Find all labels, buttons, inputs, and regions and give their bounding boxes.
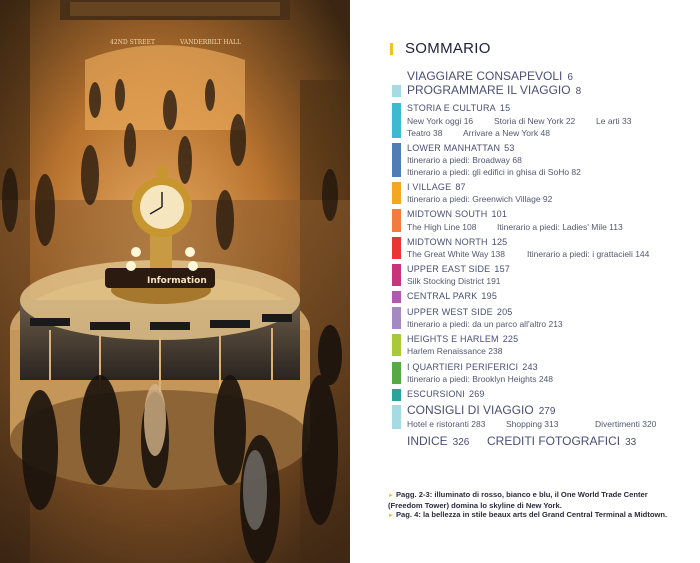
subsection-item: Teatro 38 bbox=[407, 128, 443, 138]
section-color-swatch bbox=[392, 334, 401, 356]
section-page-number: 326 bbox=[452, 437, 470, 448]
subsection-item: Arrivare a New York 48 bbox=[463, 128, 550, 138]
caption-2: ► Pag. 4: la bellezza in stile beaux arts del Grand Central Terminal a Midtown. bbox=[388, 510, 668, 519]
section-page-number: 6 bbox=[567, 72, 573, 83]
section-color-swatch bbox=[392, 362, 401, 384]
section-title-text: I QUARTIERI PERIFERICI bbox=[407, 362, 519, 372]
section-title bbox=[407, 389, 485, 399]
section-title-text: MIDTOWN NORTH bbox=[407, 237, 488, 247]
section-title bbox=[487, 434, 636, 448]
section-page-number: 15 bbox=[499, 103, 511, 113]
page-title: SOMMARIO bbox=[405, 40, 491, 57]
section-title bbox=[407, 237, 507, 247]
section-title-text: VIAGGIARE CONSAPEVOLI bbox=[407, 69, 563, 83]
subsection-item: The High Line 108 bbox=[407, 222, 477, 232]
subsection-item: Divertimenti 320 bbox=[595, 419, 657, 429]
section-title-text: CONSIGLI DI VIAGGIO bbox=[407, 403, 534, 417]
section-color-swatch bbox=[392, 103, 401, 138]
section-title-text: LOWER MANHATTAN bbox=[407, 143, 501, 153]
section-page-number: 279 bbox=[538, 406, 556, 417]
section-page-number: 269 bbox=[469, 389, 485, 399]
section-title-text: CREDITI FOTOGRAFICI bbox=[487, 434, 621, 448]
section-page-number: 125 bbox=[491, 237, 508, 247]
subsection-item: New York oggi 16 bbox=[407, 116, 474, 126]
section-color-swatch bbox=[392, 389, 401, 401]
station-sign-right: VANDERBILT HALL bbox=[180, 39, 241, 46]
section-page-number: 8 bbox=[575, 86, 582, 97]
section-title bbox=[407, 264, 510, 274]
section-page-number: 195 bbox=[481, 291, 498, 301]
section-title-text: INDICE bbox=[407, 434, 448, 448]
caption-arrow-icon: ► bbox=[388, 513, 394, 519]
section-color-swatch bbox=[392, 85, 401, 97]
toc-header bbox=[390, 40, 491, 57]
section-color-swatch bbox=[392, 405, 401, 429]
subsection-item: Hotel e ristoranti 283 bbox=[407, 419, 486, 429]
section-page-number: 225 bbox=[502, 334, 519, 344]
section-page-number: 33 bbox=[625, 437, 637, 448]
section-title bbox=[407, 209, 507, 219]
section-title bbox=[407, 103, 510, 113]
subsection-item: Itinerario a piedi: da un parco all'altro 213 bbox=[407, 319, 563, 329]
section-page-number: 205 bbox=[496, 307, 513, 317]
section-title bbox=[407, 307, 512, 317]
subsection-item: The Great White Way 138 bbox=[407, 249, 505, 259]
subsection-item: Itinerario a piedi: Broadway 68 bbox=[407, 155, 522, 165]
subsection-item: Silk Stocking District 191 bbox=[407, 276, 501, 286]
header-accent-bar bbox=[390, 43, 393, 55]
subsection-item: Le arti 33 bbox=[596, 116, 632, 126]
section-color-swatch bbox=[392, 237, 401, 259]
section-title-text: UPPER WEST SIDE bbox=[407, 307, 493, 317]
section-title bbox=[407, 83, 581, 97]
information-booth-sign: Information bbox=[147, 276, 207, 286]
section-title bbox=[407, 434, 469, 448]
section-title bbox=[407, 143, 515, 153]
caption-arrow-icon: ► bbox=[388, 493, 394, 499]
section-page-number: 243 bbox=[522, 362, 538, 372]
section-title bbox=[407, 334, 518, 344]
subsection-item: Itinerario a piedi: Greenwich Village 92 bbox=[407, 194, 553, 204]
subsection-item: Storia di New York 22 bbox=[494, 116, 576, 126]
station-sign-left: 42ND STREET bbox=[110, 39, 155, 46]
section-color-swatch bbox=[392, 264, 401, 286]
section-color-swatch bbox=[392, 143, 401, 177]
section-page-number: 87 bbox=[455, 182, 466, 192]
section-title-text: ESCURSIONI bbox=[407, 389, 466, 399]
caption-1: ► Pagg. 2-3: illuminato di rosso, bianco e blu, il One World Trade Center (Freedom Tower) domina lo skyline di New York. bbox=[388, 490, 648, 510]
section-title-text: PROGRAMMARE IL VIAGGIO bbox=[407, 83, 571, 97]
section-title bbox=[407, 362, 538, 372]
section-title-text: CENTRAL PARK bbox=[407, 291, 478, 301]
subsection-item: Harlem Renaissance 238 bbox=[407, 346, 503, 356]
subsection-item: Itinerario a piedi: gli edifici in ghisa di SoHo 82 bbox=[407, 167, 581, 177]
subsection-item: Itinerario a piedi: i grattacieli 144 bbox=[527, 249, 650, 259]
subsection-item: Itinerario a piedi: Brooklyn Heights 248 bbox=[407, 374, 553, 384]
subsection-item: Itinerario a piedi: Ladies' Mile 113 bbox=[497, 222, 623, 232]
section-title-text: I VILLAGE bbox=[407, 182, 452, 192]
section-title bbox=[407, 69, 573, 83]
section-title bbox=[407, 291, 497, 301]
section-title-text: STORIA E CULTURA bbox=[407, 103, 496, 113]
section-color-swatch bbox=[392, 209, 401, 232]
section-page-number: 157 bbox=[494, 264, 510, 274]
section-title bbox=[407, 403, 555, 417]
section-title bbox=[407, 182, 466, 192]
section-color-swatch bbox=[392, 307, 401, 329]
section-color-swatch bbox=[392, 182, 401, 204]
section-title-text: HEIGHTS E HARLEM bbox=[407, 334, 499, 344]
section-page-number: 101 bbox=[491, 209, 508, 219]
subsection-item: Shopping 313 bbox=[506, 419, 559, 429]
section-title-text: MIDTOWN SOUTH bbox=[407, 209, 488, 219]
section-page-number: 53 bbox=[504, 143, 515, 153]
section-title-text: UPPER EAST SIDE bbox=[407, 264, 491, 274]
section-color-swatch bbox=[392, 291, 401, 303]
